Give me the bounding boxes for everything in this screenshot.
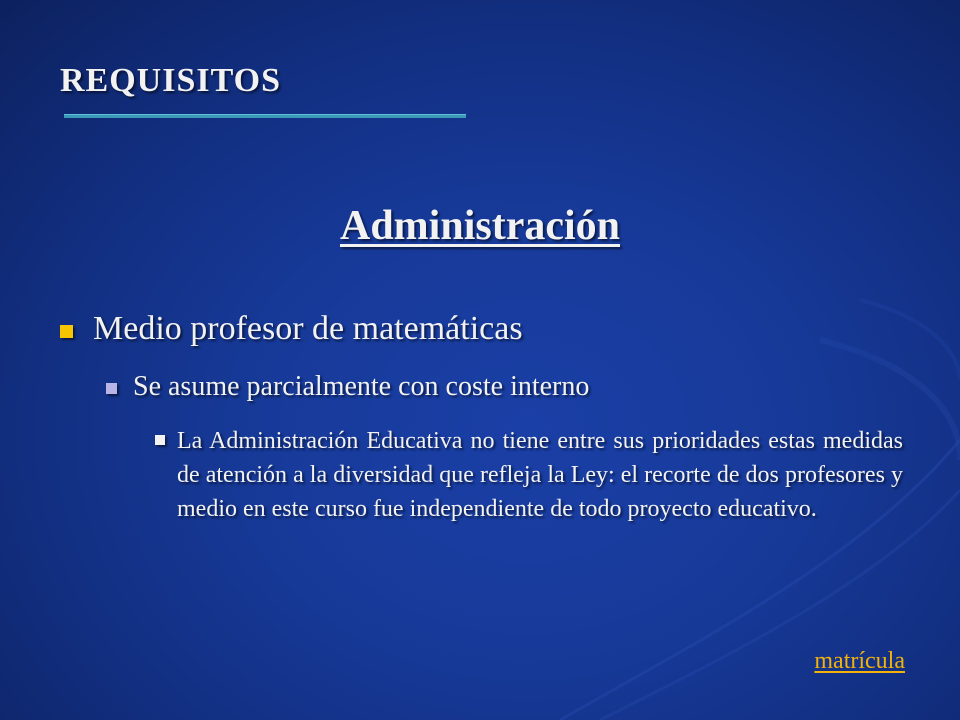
bullet-level-1-text: Medio profesor de matemáticas [93,310,523,347]
bullet-level-2 [106,371,906,403]
bullet-level-3-text: La Administración Educativa no tiene entre sus prioridades estas medidas de atención a la diversidad que refleja la Ley: el recorte de dos profesores y medio en este curso fue independiente de todo proyecto educativo. [177,428,903,522]
bullet-level-3 [155,424,903,526]
slide-heading: Administración [339,203,620,249]
bullet-level-2-text: Se asume parcialmente con coste interno [133,371,590,402]
square-bullet-icon [60,325,73,338]
section-title: REQUISITOS [60,62,282,99]
matricula-link[interactable]: matrícula [814,648,905,674]
square-bullet-icon [155,435,165,445]
bullet-level-1 [60,310,920,348]
title-underline-rule [64,114,466,118]
square-bullet-icon [106,383,117,394]
